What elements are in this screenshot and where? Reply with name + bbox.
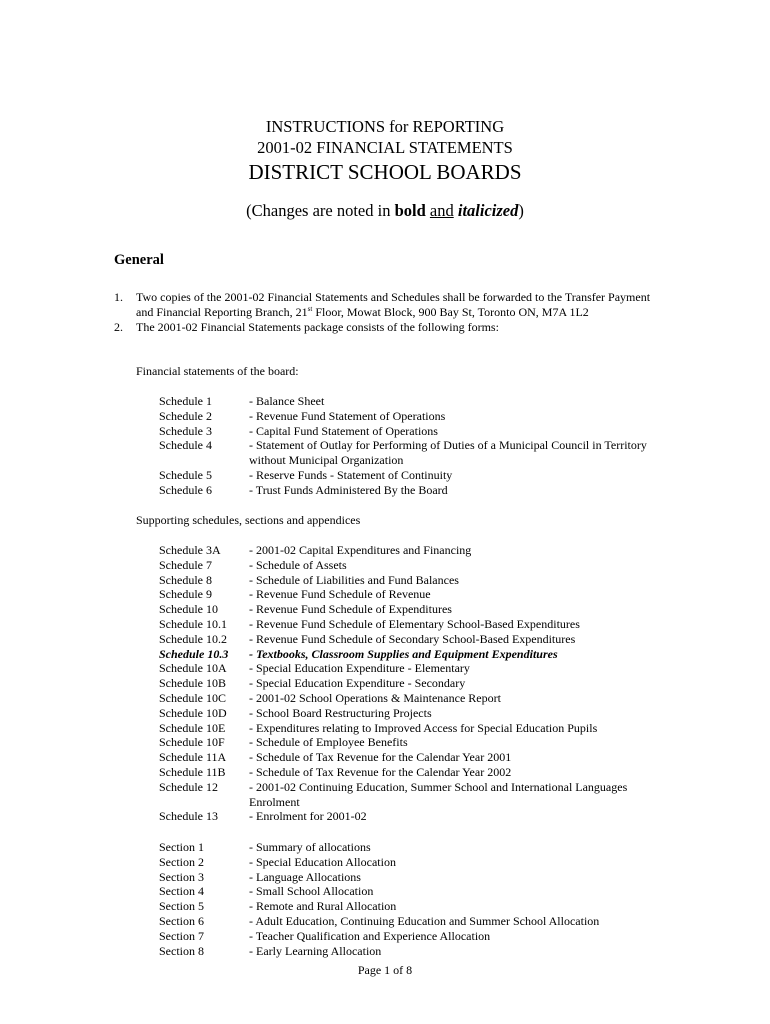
supporting-schedule-row-name: Schedule 8 <box>159 572 212 587</box>
financial-statement-row-description: - Capital Fund Statement of Operations <box>249 423 438 438</box>
financial-statement-row <box>159 483 659 498</box>
supporting-schedule-row-name: Schedule 10F <box>159 735 225 750</box>
financial-statement-row <box>159 394 659 409</box>
supporting-schedule-row-name: Schedule 12 <box>159 779 218 794</box>
supporting-heading: Supporting schedules, sections and appendices <box>136 513 361 527</box>
supporting-schedule-row-description: - Enrolment for 2001-02 <box>249 809 367 824</box>
section-row <box>159 944 659 959</box>
financial-statement-row-description: - Statement of Outlay for Performing of Duties of a Municipal Council in Territory without Municipal Organization <box>249 438 647 468</box>
supporting-schedule-row-description: - 2001-02 Capital Expenditures and Financing <box>249 543 472 557</box>
supporting-schedule-row <box>159 587 659 602</box>
supporting-schedule-row-name: Schedule 11A <box>159 750 227 765</box>
supporting-schedule-row <box>159 780 659 810</box>
section-row-name: Section 5 <box>159 899 204 914</box>
supporting-schedule-row <box>159 647 659 662</box>
financial-statement-row-name: Schedule 5 <box>159 467 212 482</box>
section-row <box>159 899 659 914</box>
supporting-schedule-row-name: Schedule 10C <box>159 690 226 705</box>
section-row-description: - Early Learning Allocation <box>249 943 382 958</box>
section-row-name: Section 3 <box>159 869 204 884</box>
section-row-description: - Teacher Qualification and Experience Allocation <box>249 928 491 943</box>
supporting-schedule-row <box>159 691 659 706</box>
financial-statement-row <box>159 409 659 424</box>
supporting-schedule-row-name: Schedule 10.3 <box>159 646 229 661</box>
supporting-schedule-row-description: - Textbooks, Classroom Supplies and Equipment Expenditures <box>249 646 558 661</box>
address-text-before: Two copies of the 2001-02 Financial Statements and Schedules shall be forwarded to the Transfer Payment and Financial Reporting Branch, 21 <box>136 290 651 319</box>
section-row-description: - Language Allocations <box>249 869 361 884</box>
supporting-schedule-row <box>159 632 659 647</box>
financial-statements-heading: Financial statements of the board: <box>136 364 299 378</box>
supporting-schedule-row-description: - Special Education Expenditure - Secondary <box>249 676 466 691</box>
changes-note-italic: italicized <box>457 201 519 220</box>
supporting-schedule-row-description: - 2001-02 Continuing Education, Summer School and International Languages Enrolment <box>249 779 628 809</box>
supporting-schedule-row <box>159 809 659 824</box>
section-row-description: - Summary of allocations <box>249 840 371 854</box>
section-row-name: Section 2 <box>159 854 204 869</box>
financial-statement-row <box>159 424 659 439</box>
supporting-schedule-row-description: - Revenue Fund Schedule of Expenditures <box>249 602 452 617</box>
financial-statement-row-description: - Trust Funds Administered By the Board <box>249 482 448 497</box>
financial-statement-row-name: Schedule 6 <box>159 482 212 497</box>
list-item-number: 2. <box>114 319 123 334</box>
financial-statement-row-name: Schedule 1 <box>159 394 212 408</box>
supporting-schedule-row-name: Schedule 9 <box>159 587 212 602</box>
list-item-text: The 2001-02 Financial Statements package consists of the following forms: <box>136 319 499 334</box>
numbered-list <box>114 290 654 334</box>
financial-statement-row-description: - Reserve Funds - Statement of Continuity <box>249 467 453 482</box>
section-row-description: - Remote and Rural Allocation <box>249 899 397 914</box>
section-row <box>159 914 659 929</box>
changes-note-suffix: ) <box>518 201 524 220</box>
section-row-description: - Adult Education, Continuing Education and Summer School Allocation <box>249 913 600 928</box>
supporting-schedule-row-name: Schedule 7 <box>159 557 212 572</box>
financial-statements-list <box>159 394 659 498</box>
supporting-schedule-row-description: - Revenue Fund Schedule of Revenue <box>249 587 431 602</box>
supporting-schedule-row-description: - Expenditures relating to Improved Access for Special Education Pupils <box>249 720 598 735</box>
supporting-schedule-row <box>159 706 659 721</box>
section-row-description: - Small School Allocation <box>249 884 374 899</box>
changes-note <box>0 200 770 222</box>
section-row <box>159 840 659 855</box>
financial-statement-row <box>159 438 659 468</box>
section-row <box>159 884 659 899</box>
supporting-schedule-row <box>159 558 659 573</box>
supporting-schedule-row <box>159 676 659 691</box>
supporting-schedule-row-description: - Schedule of Tax Revenue for the Calendar Year 2001 <box>249 750 512 765</box>
list-item-number: 1. <box>114 290 123 304</box>
address-text-after: Floor, Mowat Block, 900 Bay St, Toronto ON, M7A 1L2 <box>312 304 589 319</box>
supporting-schedule-row <box>159 721 659 736</box>
general-heading: General <box>114 252 164 268</box>
title-line-2: 2001-02 FINANCIAL STATEMENTS <box>257 138 513 157</box>
supporting-schedule-row-name: Schedule 11B <box>159 764 226 779</box>
supporting-schedule-row <box>159 543 659 558</box>
list-item-text <box>136 290 650 319</box>
supporting-schedule-row-name: Schedule 10.1 <box>159 616 227 631</box>
title-line-3: DISTRICT SCHOOL BOARDS <box>248 160 522 184</box>
supporting-schedule-row-name: Schedule 3A <box>159 543 221 557</box>
supporting-schedule-row <box>159 573 659 588</box>
supporting-schedule-row <box>159 735 659 750</box>
section-row <box>159 870 659 885</box>
supporting-schedule-row-description: - Schedule of Liabilities and Fund Balances <box>249 572 459 587</box>
section-row-name: Section 7 <box>159 928 204 943</box>
supporting-schedule-row-description: - School Board Restructuring Projects <box>249 705 432 720</box>
supporting-schedule-row-description: - Schedule of Tax Revenue for the Calendar Year 2002 <box>249 764 512 779</box>
list-item-1 <box>114 290 654 320</box>
section-row-description: - Special Education Allocation <box>249 854 396 869</box>
section-row-name: Section 8 <box>159 943 204 958</box>
supporting-schedule-row-description: - Revenue Fund Schedule of Secondary School-Based Expenditures <box>249 631 576 646</box>
supporting-schedule-row-description: - Schedule of Assets <box>249 557 347 572</box>
section-row-name: Section 6 <box>159 913 204 928</box>
supporting-schedule-row-name: Schedule 10 <box>159 602 218 617</box>
changes-note-prefix: (Changes are noted in <box>246 201 395 220</box>
section-row <box>159 855 659 870</box>
supporting-schedule-row-name: Schedule 10B <box>159 676 226 691</box>
supporting-schedule-row-name: Schedule 10A <box>159 661 227 676</box>
supporting-schedules-list <box>159 543 659 824</box>
supporting-schedule-row-description: - 2001-02 School Operations & Maintenance Report <box>249 690 501 705</box>
changes-note-underline: and <box>429 201 454 220</box>
financial-statement-row-name: Schedule 2 <box>159 408 212 423</box>
page-number: Page 1 of 8 <box>357 963 413 977</box>
financial-statement-row-description: - Balance Sheet <box>249 394 325 408</box>
supporting-schedule-row <box>159 750 659 765</box>
supporting-schedule-row-name: Schedule 13 <box>159 809 218 824</box>
supporting-schedule-row-name: Schedule 10.2 <box>159 631 227 646</box>
financial-statement-row-name: Schedule 3 <box>159 423 212 438</box>
title-line-1: INSTRUCTIONS for REPORTING <box>265 117 505 136</box>
sections-list <box>159 840 659 958</box>
supporting-schedule-row-description: - Special Education Expenditure - Elementary <box>249 661 470 676</box>
supporting-schedule-row-description: - Schedule of Employee Benefits <box>249 735 408 750</box>
financial-statement-row-name: Schedule 4 <box>159 438 212 453</box>
list-item-2 <box>114 320 654 335</box>
ordinal-suffix: st <box>307 304 313 313</box>
financial-statement-row-description: - Revenue Fund Statement of Operations <box>249 408 446 423</box>
document-title <box>0 116 770 185</box>
supporting-schedule-row-name: Schedule 10D <box>159 705 227 720</box>
changes-note-bold: bold <box>394 201 426 220</box>
supporting-schedule-row <box>159 602 659 617</box>
supporting-schedule-row <box>159 765 659 780</box>
section-row-name: Section 1 <box>159 840 204 854</box>
financial-statement-row <box>159 468 659 483</box>
supporting-schedule-row-description: - Revenue Fund Schedule of Elementary School-Based Expenditures <box>249 616 580 631</box>
supporting-schedule-row <box>159 661 659 676</box>
section-row <box>159 929 659 944</box>
supporting-schedule-row-name: Schedule 10E <box>159 720 226 735</box>
section-row-name: Section 4 <box>159 884 204 899</box>
supporting-schedule-row <box>159 617 659 632</box>
